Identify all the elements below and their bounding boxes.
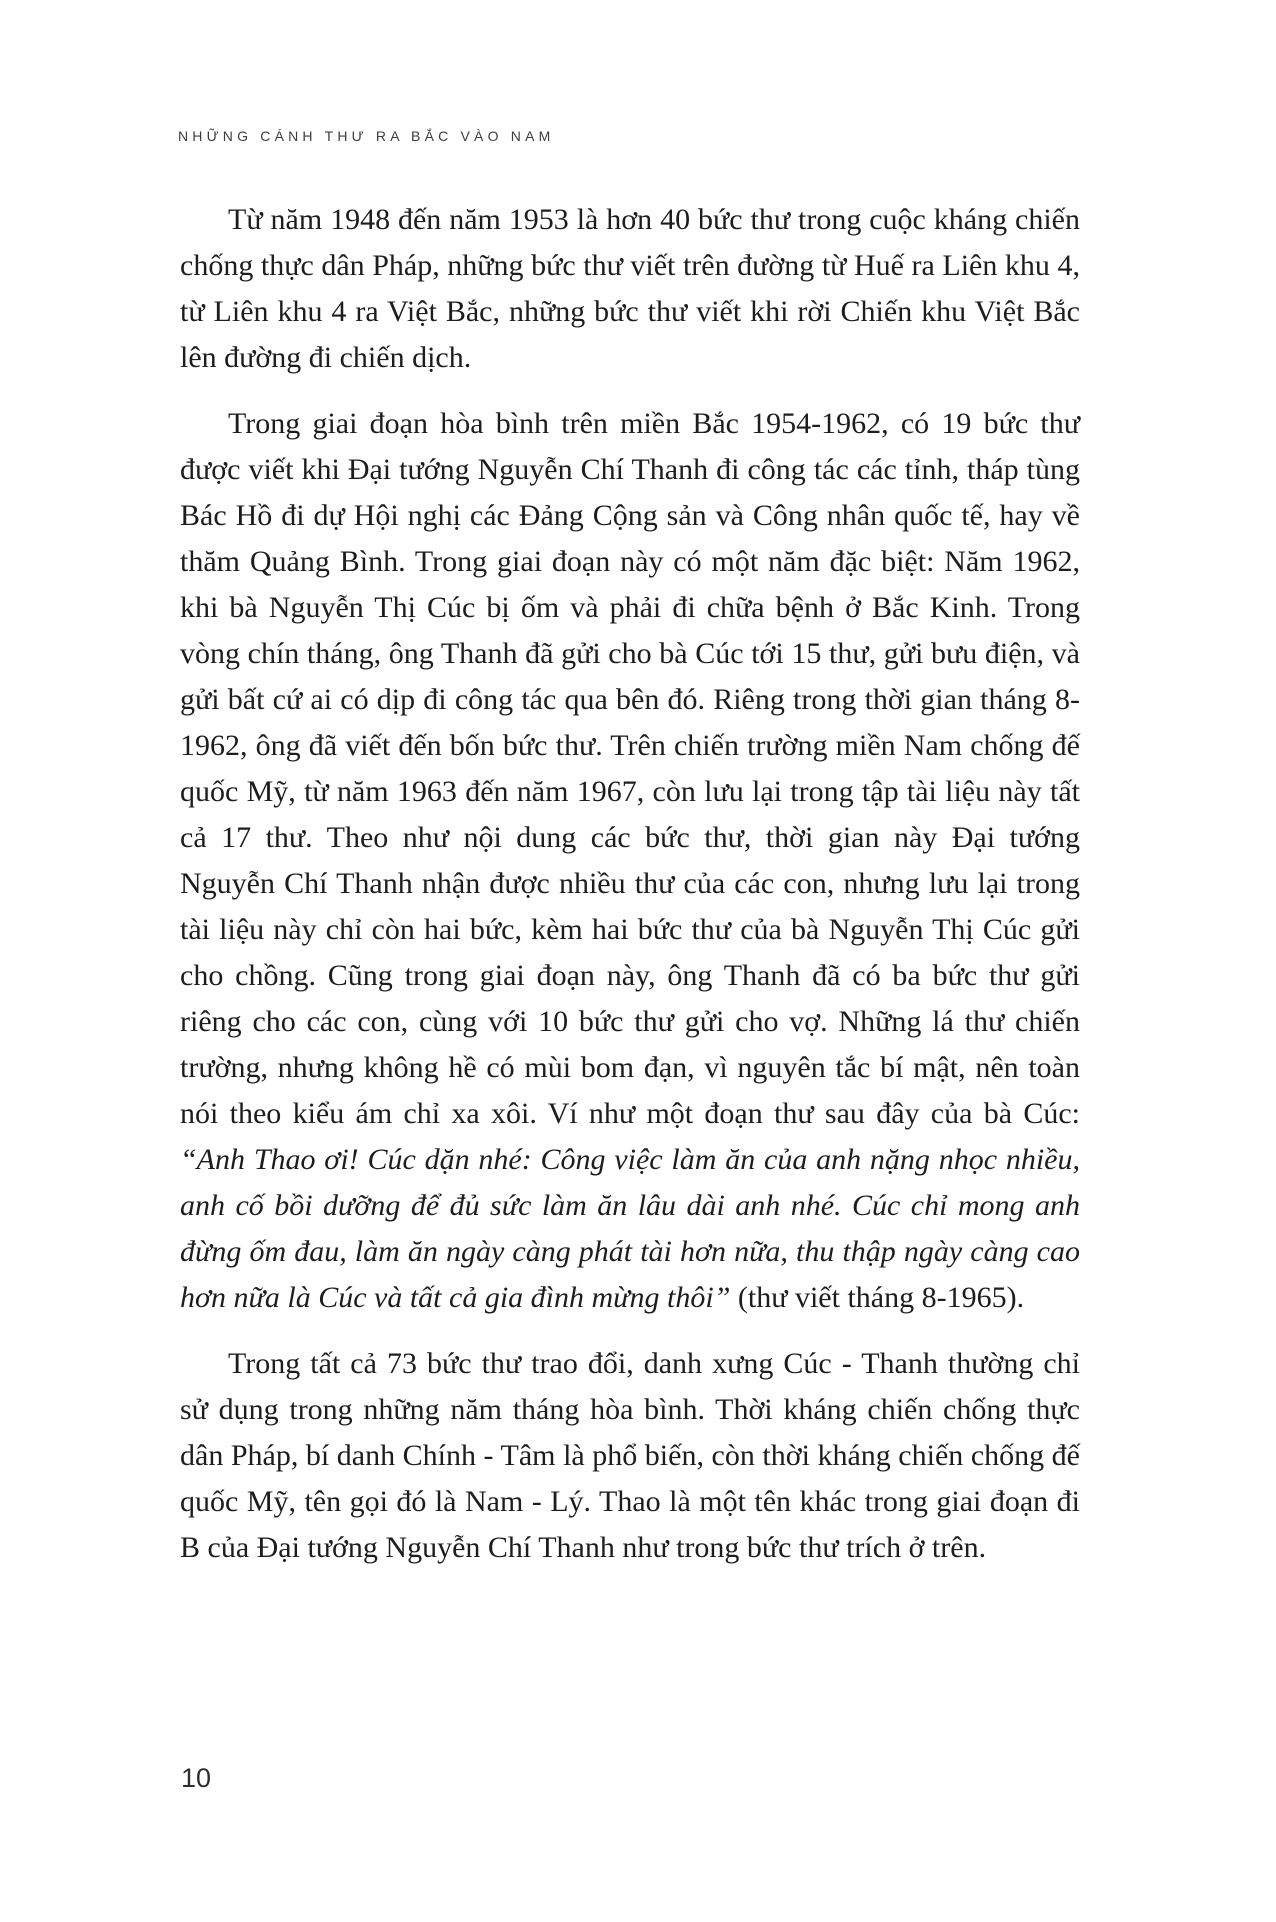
paragraph	[180, 1341, 1080, 1571]
text-segment: Từ năm 1948 đến năm 1953 là hơn 40 bức thư trong cuộc kháng chiến chống thực dân Pháp, những bức thư viết trên đường từ Huế ra Liên khu 4, từ Liên khu 4 ra Việt Bắc, những bức thư viết khi rời Chiến khu Việt Bắc lên đường đi chiến dịch.	[180, 203, 1080, 374]
running-header: NHỮNG CÁNH THƯ RA BẮC VÀO NAM	[178, 128, 555, 144]
body-text	[180, 197, 1080, 1591]
text-segment: Trong giai đoạn hòa bình trên miền Bắc 1954-1962, có 19 bức thư được viết khi Đại tướng Nguyễn Chí Thanh đi công tác các tỉnh, tháp tùng Bác Hồ đi dự Hội nghị các Đảng Cộng sản và Công nhân quốc tế, hay về thăm Quảng Bình. Trong giai đoạn này có một năm đặc biệt: Năm 1962, khi bà Nguyễn Thị Cúc bị ốm và phải đi chữa bệnh ở Bắc Kinh. Trong vòng chín tháng, ông Thanh đã gửi cho bà Cúc tới 15 thư, gửi bưu điện, và gửi bất cứ ai có dịp đi công tác qua bên đó. Riêng trong thời gian tháng 8-1962, ông đã viết đến bốn bức thư. Trên chiến trường miền Nam chống đế quốc Mỹ, từ năm 1963 đến năm 1967, còn lưu lại trong tập tài liệu này tất cả 17 thư. Theo như nội dung các bức thư, thời gian này Đại tướng Nguyễn Chí Thanh nhận được nhiều thư của các con, nhưng lưu lại trong tài liệu này chỉ còn hai bức, kèm hai bức thư của bà Nguyễn Thị Cúc gửi cho chồng. Cũng trong giai đoạn này, ông Thanh đã có ba bức thư gửi riêng cho các con, cùng với 10 bức thư gửi cho vợ. Những lá thư chiến trường, nhưng không hề có mùi bom đạn, vì nguyên tắc bí mật, nên toàn nói theo kiểu ám chỉ xa xôi. Ví như một đoạn thư sau đây của bà Cúc:	[180, 407, 1080, 1130]
page-number: 10	[181, 1763, 212, 1793]
paragraph	[180, 197, 1080, 381]
quoted-letter-excerpt: “Anh Thao ơi! Cúc dặn nhé: Công việc làm ăn của anh nặng nhọc nhiều, anh cố bồi dưỡng để đủ sức làm ăn lâu dài anh nhé. Cúc chỉ mong anh đừng ốm đau, làm ăn ngày càng phát tài hơn nữa, thu thập ngày càng cao hơn nữa là Cúc và tất cả gia đình mừng thôi”	[180, 1143, 1080, 1314]
text-segment: (thư viết tháng 8-1965).	[737, 1281, 1025, 1314]
paragraph	[180, 401, 1080, 1321]
text-segment: Trong tất cả 73 bức thư trao đổi, danh xưng Cúc - Thanh thường chỉ sử dụng trong những năm tháng hòa bình. Thời kháng chiến chống thực dân Pháp, bí danh Chính - Tâm là phổ biến, còn thời kháng chiến chống đế quốc Mỹ, tên gọi đó là Nam - Lý. Thao là một tên khác trong giai đoạn đi B của Đại tướng Nguyễn Chí Thanh như trong bức thư trích ở trên.	[180, 1347, 1080, 1564]
